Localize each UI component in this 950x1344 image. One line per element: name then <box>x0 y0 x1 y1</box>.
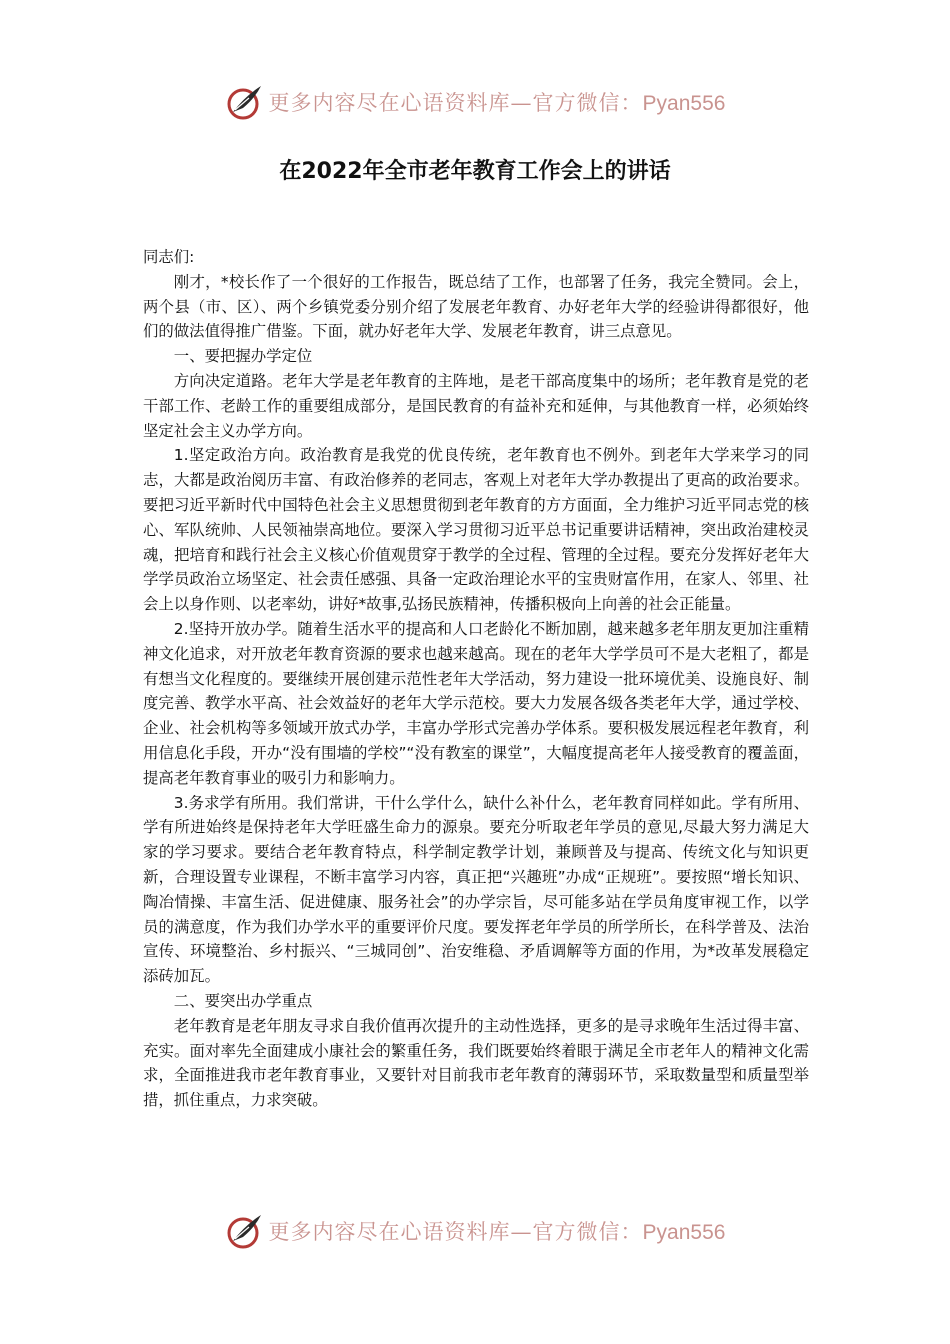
document-title: 在2022年全市老年教育工作会上的讲话 <box>279 159 671 184</box>
paragraph-point-3: 3.务求学有所用。我们常讲，干什么学什么，缺什么补什么，老年教育同样如此。学有所用、学有所进始终是保持老年大学旺盛生命力的源泉。要充分听取老年学员的意见,尽最大努力满足大家的学习要求。要结合老年教育特点，科学制定教学计划，兼顾普及与提高、传统文化与知识更新，合理设置专业课程，不断丰富学习内容，真正把“兴趣班”办成“正规班”。要按照“增长知识、陶冶情操、丰富生活、促进健康、服务社会”的办学宗旨，尽可能多站在学员角度审视工作，以学员的满意度，作为我们办学水平的重要评价尺度。要发挥老年学员的所学所长，在科学普及、法治宣传、环境整治、乡村振兴、“三城同创”、治安维稳、矛盾调解等方面的作用，为*改革发展稳定添砖加瓦。 <box>143 793 809 986</box>
section-heading-1: 一、要把握办学定位 <box>173 347 313 366</box>
section-heading-2: 二、要突出办学重点 <box>173 991 313 1010</box>
salutation: 同志们: <box>143 248 195 266</box>
quill-pen-logo-icon <box>225 1211 265 1251</box>
paragraph-opening: 刚才，*校长作了一个很好的工作报告，既总结了工作，也部署了任务，我完全赞同。会上，两个县（市、区）、两个乡镇党委分别介绍了发展老年教育、办好老年大学的经验讲得都很好，他们的做法值得推广借鉴。下面，就办好老年大学、发展老年教育，讲三点意见。 <box>143 272 809 341</box>
watermark-text: 更多内容尽在心语资料库—官方微信：Pyan556 <box>268 91 726 115</box>
watermark-text: 更多内容尽在心语资料库—官方微信：Pyan556 <box>268 1220 726 1244</box>
quill-pen-logo-icon <box>225 82 265 122</box>
watermark-banner-bottom <box>0 1209 950 1253</box>
paragraph-point-1: 1.坚定政治方向。政治教育是我党的优良传统，老年教育也不例外。到老年大学来学习的同志，大都是政治阅历丰富、有政治修养的老同志，客观上对老年大学办教提出了更高的政治要求。要把习近平新时代中国特色社会主义思想贯彻到老年教育的方方面面，全力维护习近平同志党的核心、军队统帅、人民领袖崇高地位。要深入学习贯彻习近平总书记重要讲话精神，突出政治建校灵魂，把培育和践行社会主义核心价值观贯穿于教学的全过程、管理的全过程。要充分发挥好老年大学学员政治立场坚定、社会责任感强、具备一定政治理论水平的宝贵财富作用，在家人、邻里、社会上以身作则、以老率幼，讲好*故事,弘扬民族精神，传播积极向上向善的社会正能量。 <box>143 446 809 614</box>
paragraph-direction: 方向决定道路。老年大学是老年教育的主阵地，是老干部高度集中的场所；老年教育是党的老干部工作、老龄工作的重要组成部分，是国民教育的有益补充和延伸，与其他教育一样，必须始终坚定社会主义办学方向。 <box>143 371 809 440</box>
document-body <box>143 245 809 1113</box>
watermark-banner-top <box>0 80 950 124</box>
paragraph-point-2: 2.坚持开放办学。随着生活水平的提高和人口老龄化不断加剧，越来越多老年朋友更加注重精神文化追求，对开放老年教育资源的要求也越来越高。现在的老年大学学员可不是大老粗了，都是有想当文化程度的。要继续开展创建示范性老年大学活动，努力建设一批环境优美、设施良好、制度完善、教学水平高、社会效益好的老年大学示范校。要大力发展各级各类老年大学，通过学校、企业、社会机构等多领域开放式办学，丰富办学形式完善办学体系。要积极发展远程老年教育，利用信息化手段，开办“没有围墙的学校”“没有教室的课堂”，大幅度提高老年人接受教育的覆盖面，提高老年教育事业的吸引力和影响力。 <box>143 619 809 787</box>
paragraph-focus: 老年教育是老年朋友寻求自我价值再次提升的主动性选择，更多的是寻求晚年生活过得丰富、充实。面对率先全面建成小康社会的繁重任务，我们既要始终着眼于满足全市老年人的精神文化需求，全面推进我市老年教育事业，又要针对目前我市老年教育的薄弱环节，采取数量型和质量型举措，抓住重点，力求突破。 <box>143 1016 809 1110</box>
